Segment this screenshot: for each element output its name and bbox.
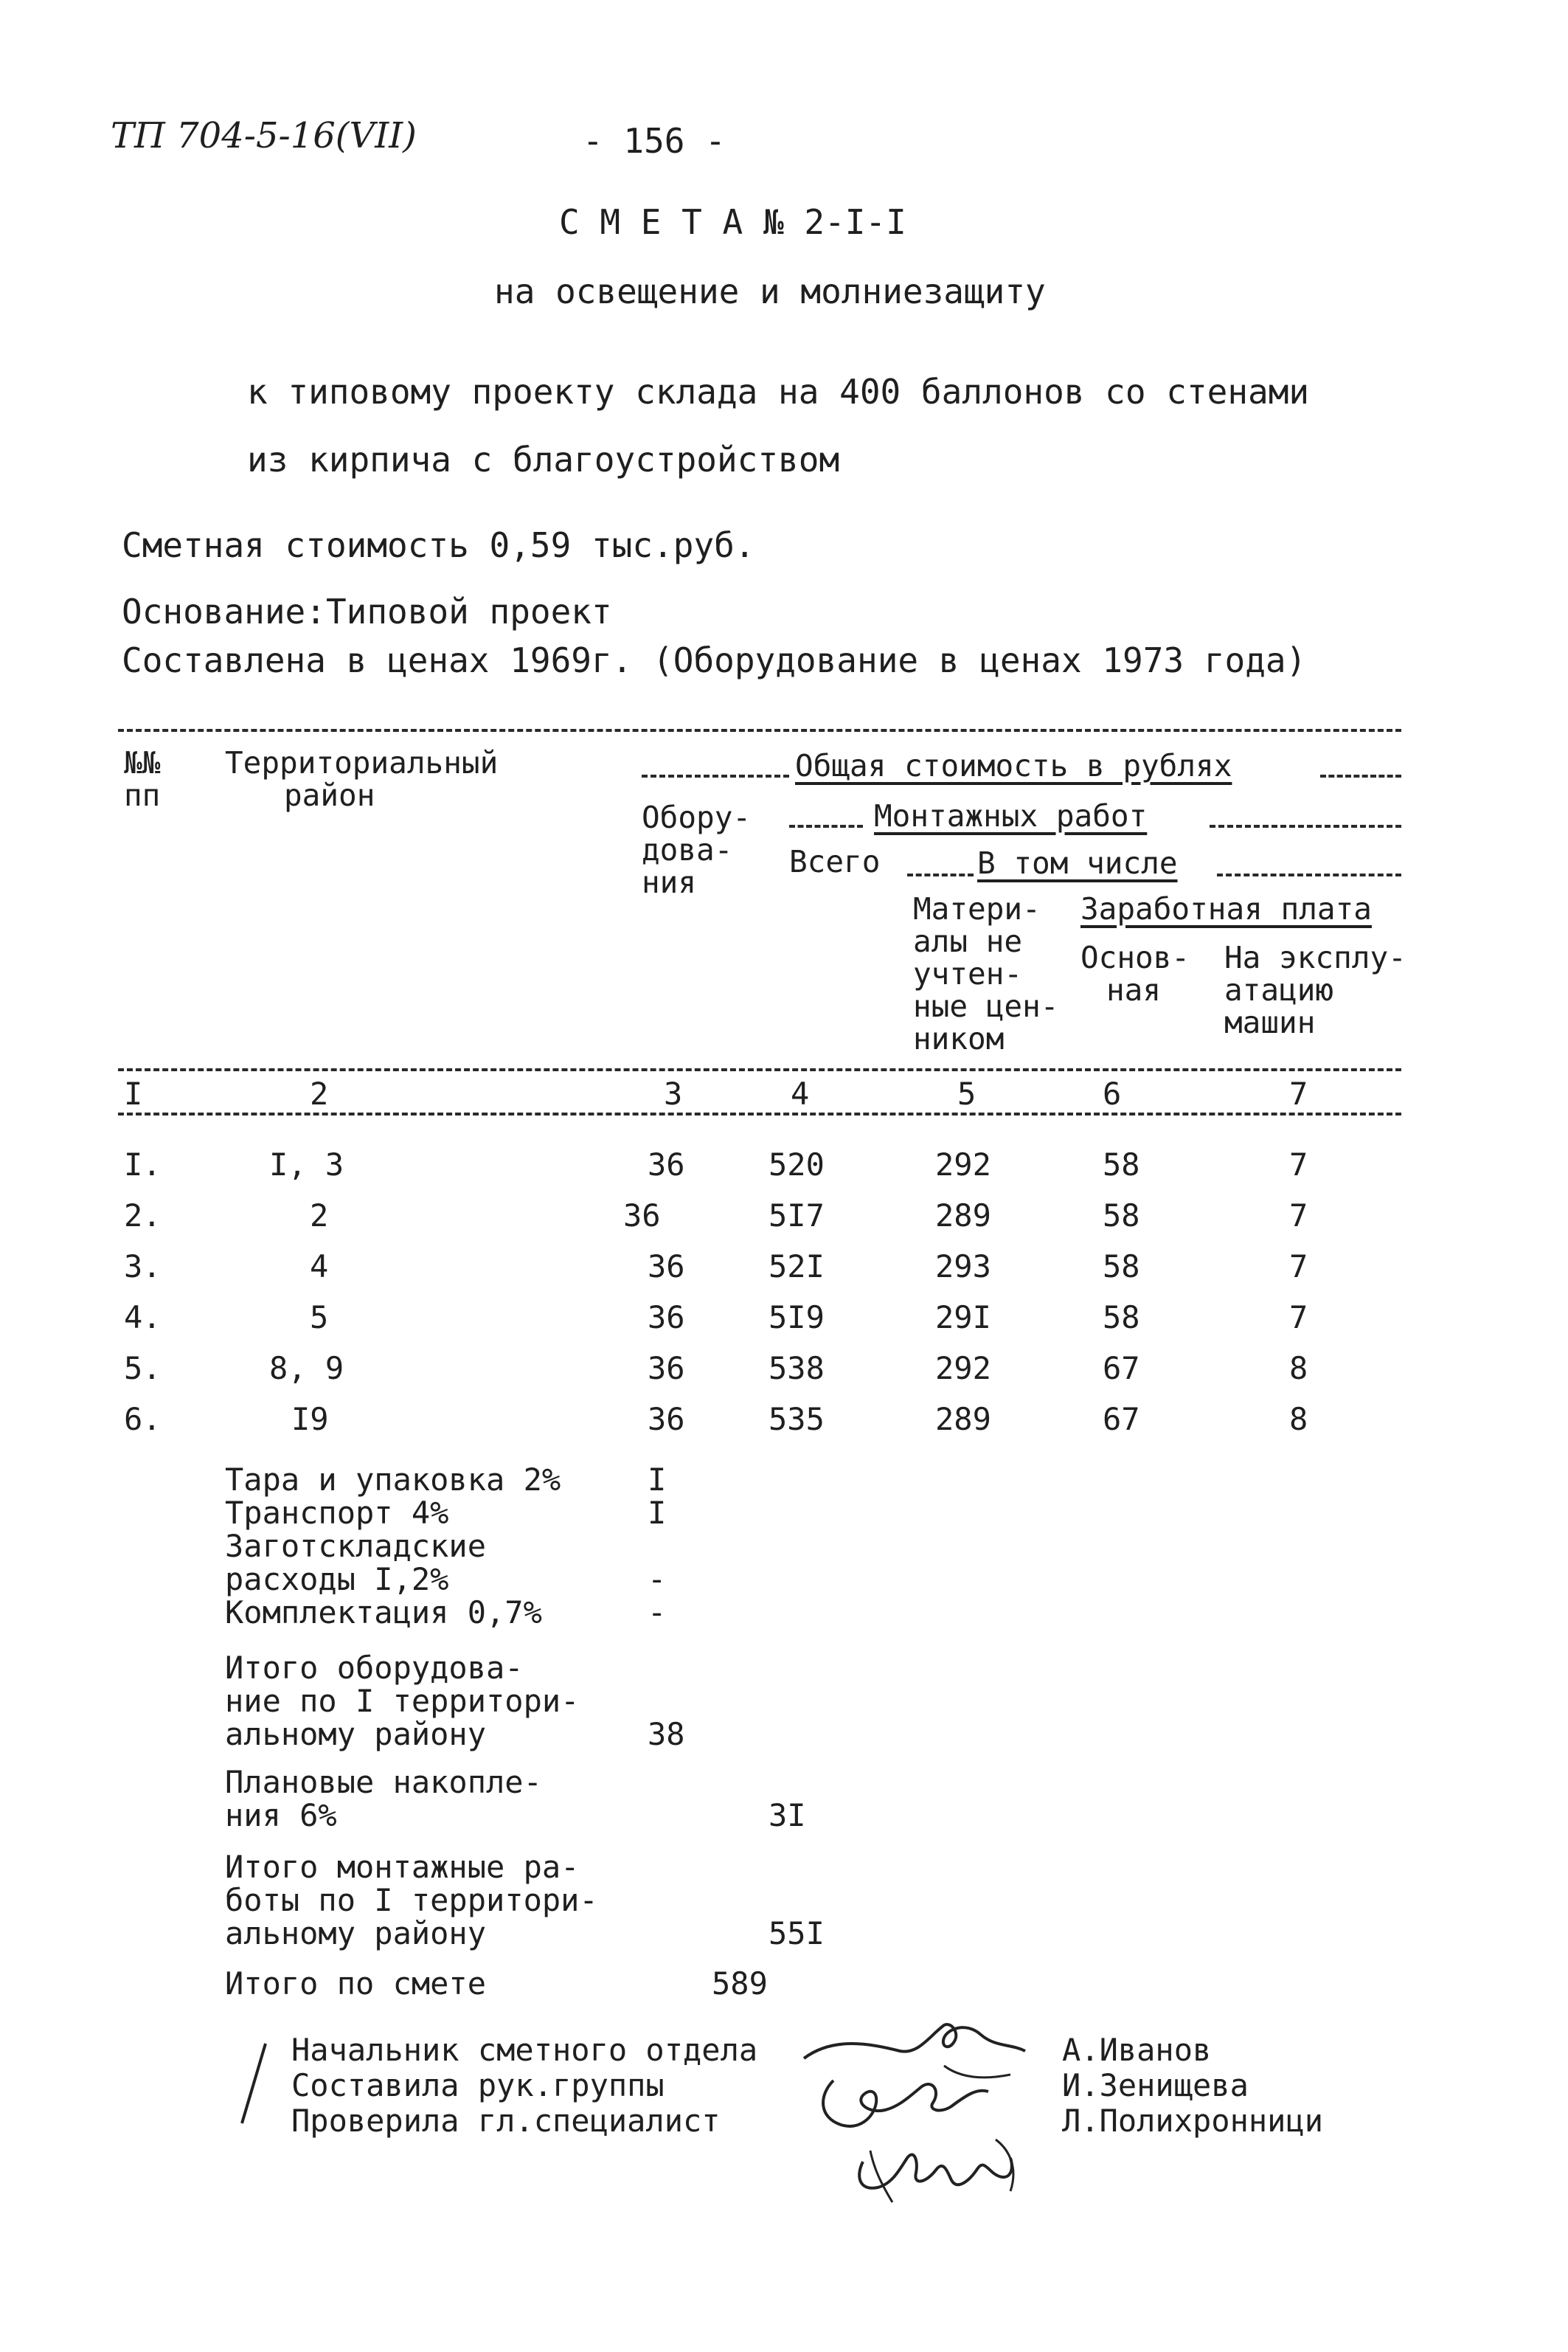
- row-machines: 8: [1289, 1401, 1308, 1437]
- header-total: Всего: [789, 844, 881, 879]
- row-machines: 7: [1289, 1197, 1308, 1234]
- installation-total-label-3: альному району: [225, 1915, 487, 1951]
- row-region: 4: [310, 1248, 329, 1284]
- row-machines: 8: [1289, 1350, 1308, 1386]
- price-basis: Составлена в ценах 1969г. (Оборудование в ценах 1973 года): [122, 640, 1307, 680]
- row-basic-wages: 58: [1103, 1248, 1140, 1284]
- storage-label-2: расходы I,2%: [225, 1561, 449, 1597]
- project-description-line-2: из кирпича с благоустройством: [247, 440, 840, 480]
- estimate-subtitle: на освещение и молниезащиту: [494, 271, 1046, 311]
- column-number-6: 6: [1103, 1076, 1122, 1112]
- row-number: 3.: [124, 1248, 162, 1284]
- row-equipment: 36: [648, 1146, 685, 1183]
- installation-total-label-2: боты по I территори-: [225, 1882, 598, 1918]
- row-region: 5: [310, 1299, 329, 1335]
- equipment-total-value: 38: [648, 1716, 685, 1752]
- signature-name-3: Л.Полихронници: [1062, 2103, 1324, 2139]
- transport-value: I: [648, 1495, 667, 1531]
- header-rule-install-left: [789, 825, 863, 828]
- row-number: 5.: [124, 1350, 162, 1386]
- header-rule-install-right: [1210, 825, 1401, 828]
- header-region-2: район: [284, 778, 375, 813]
- packing-label: Тара и упаковка 2%: [225, 1462, 561, 1498]
- header-region-1: Территориальный: [225, 745, 499, 781]
- header-materials-3: учтен-: [913, 956, 1023, 992]
- column-number-2: 2: [310, 1076, 329, 1112]
- planned-value: 3I: [769, 1797, 806, 1833]
- installation-total-value: 55I: [769, 1915, 825, 1951]
- signature-role-1: Начальник сметного отдела: [291, 2032, 758, 2068]
- column-numbers-top-rule: [118, 1068, 1401, 1071]
- planned-label-2: ния 6%: [225, 1797, 337, 1833]
- row-basic-wages: 58: [1103, 1146, 1140, 1183]
- header-num-2: пп: [124, 778, 161, 813]
- handwritten-signatures: [789, 1992, 1055, 2213]
- packing-value: I: [648, 1462, 667, 1498]
- equipment-total-label-3: альному району: [225, 1716, 487, 1752]
- row-equipment: 36: [648, 1248, 685, 1284]
- row-region: I, 3: [269, 1146, 344, 1183]
- header-machines-2: атацию: [1224, 972, 1334, 1008]
- header-basic-2: ная: [1106, 972, 1162, 1008]
- row-total: 535: [769, 1401, 825, 1437]
- header-wages: Заработная плата: [1080, 891, 1372, 927]
- equipment-total-label-1: Итого оборудова-: [225, 1650, 524, 1686]
- grand-total-label: Итого по смете: [225, 1965, 487, 2002]
- transport-label: Транспорт 4%: [225, 1495, 449, 1531]
- header-num-1: №№: [124, 745, 161, 781]
- estimate-title: С М Е Т А № 2-I-I: [559, 202, 906, 242]
- header-rule-including-right: [1217, 874, 1401, 876]
- storage-label-1: Заготскладские: [225, 1528, 487, 1564]
- row-equipment: 36: [648, 1350, 685, 1386]
- row-basic-wages: 67: [1103, 1401, 1140, 1437]
- equipment-total-label-2: ние по I территори-: [225, 1683, 580, 1719]
- row-number: I.: [124, 1146, 162, 1183]
- header-materials-5: ником: [913, 1021, 1005, 1056]
- column-number-4: 4: [791, 1076, 810, 1112]
- column-number-1: I: [124, 1076, 143, 1112]
- column-number-5: 5: [957, 1076, 976, 1112]
- column-numbers-bottom-rule: [118, 1113, 1401, 1116]
- header-total-cost: Общая стоимость в рублях: [795, 748, 1232, 784]
- row-total: 538: [769, 1350, 825, 1386]
- row-total: 520: [769, 1146, 825, 1183]
- header-rule-left: [642, 775, 789, 778]
- row-materials: 293: [935, 1248, 991, 1284]
- row-basic-wages: 58: [1103, 1197, 1140, 1234]
- row-materials: 292: [935, 1146, 991, 1183]
- row-equipment: 36: [623, 1197, 661, 1234]
- row-machines: 7: [1289, 1299, 1308, 1335]
- planned-label-1: Плановые накопле-: [225, 1764, 542, 1800]
- row-total: 5I9: [769, 1299, 825, 1335]
- row-materials: 292: [935, 1350, 991, 1386]
- storage-value: -: [648, 1561, 667, 1597]
- estimated-cost: Сметная стоимость 0,59 тыс.руб.: [122, 525, 755, 565]
- header-equipment-1: Обору-: [642, 800, 752, 835]
- header-materials-2: алы не: [913, 924, 1023, 959]
- row-materials: 289: [935, 1401, 991, 1437]
- row-basic-wages: 67: [1103, 1350, 1140, 1386]
- completion-value: -: [648, 1594, 667, 1630]
- signature-role-3: Проверила гл.специалист: [291, 2103, 721, 2139]
- completion-label: Комплектация 0,7%: [225, 1594, 542, 1630]
- table-top-rule: [118, 729, 1401, 732]
- header-equipment-2: дова-: [642, 832, 733, 868]
- page-number: - 156 -: [583, 121, 726, 161]
- column-number-7: 7: [1289, 1076, 1308, 1112]
- row-region: I9: [291, 1401, 329, 1437]
- row-number: 6.: [124, 1401, 162, 1437]
- header-including: В том числе: [977, 845, 1178, 881]
- signature-role-2: Составила рук.группы: [291, 2067, 665, 2103]
- header-equipment-3: ния: [642, 865, 697, 900]
- row-region: 8, 9: [269, 1350, 344, 1386]
- row-basic-wages: 58: [1103, 1299, 1140, 1335]
- row-total: 5I7: [769, 1197, 825, 1234]
- row-materials: 29I: [935, 1299, 991, 1335]
- row-materials: 289: [935, 1197, 991, 1234]
- project-description-line-1: к типовому проекту склада на 400 баллонов со стенами: [247, 372, 1310, 412]
- header-materials-4: ные цен-: [913, 989, 1059, 1024]
- header-basic-1: Основ-: [1080, 940, 1190, 975]
- row-equipment: 36: [648, 1401, 685, 1437]
- header-machines-3: машин: [1224, 1005, 1316, 1040]
- signature-name-2: И.Зенищева: [1062, 2067, 1249, 2103]
- margin-tick-mark: [221, 2036, 288, 2140]
- row-equipment: 36: [648, 1299, 685, 1335]
- header-rule-including-left: [907, 874, 974, 876]
- row-total: 52I: [769, 1248, 825, 1284]
- header-installation: Монтажных работ: [874, 798, 1148, 834]
- header-machines-1: На эксплу-: [1224, 940, 1406, 975]
- row-number: 4.: [124, 1299, 162, 1335]
- estimate-basis: Основание:Типовой проект: [122, 592, 612, 632]
- grand-total-value: 589: [712, 1965, 768, 2002]
- row-machines: 7: [1289, 1248, 1308, 1284]
- row-region: 2: [310, 1197, 329, 1234]
- document-reference: ТП 704-5-16(VII): [111, 115, 417, 156]
- row-machines: 7: [1289, 1146, 1308, 1183]
- signature-name-1: А.Иванов: [1062, 2032, 1212, 2068]
- header-rule-right: [1320, 775, 1401, 778]
- column-number-3: 3: [664, 1076, 683, 1112]
- installation-total-label-1: Итого монтажные ра-: [225, 1849, 580, 1885]
- header-materials-1: Матери-: [913, 891, 1041, 927]
- row-number: 2.: [124, 1197, 162, 1234]
